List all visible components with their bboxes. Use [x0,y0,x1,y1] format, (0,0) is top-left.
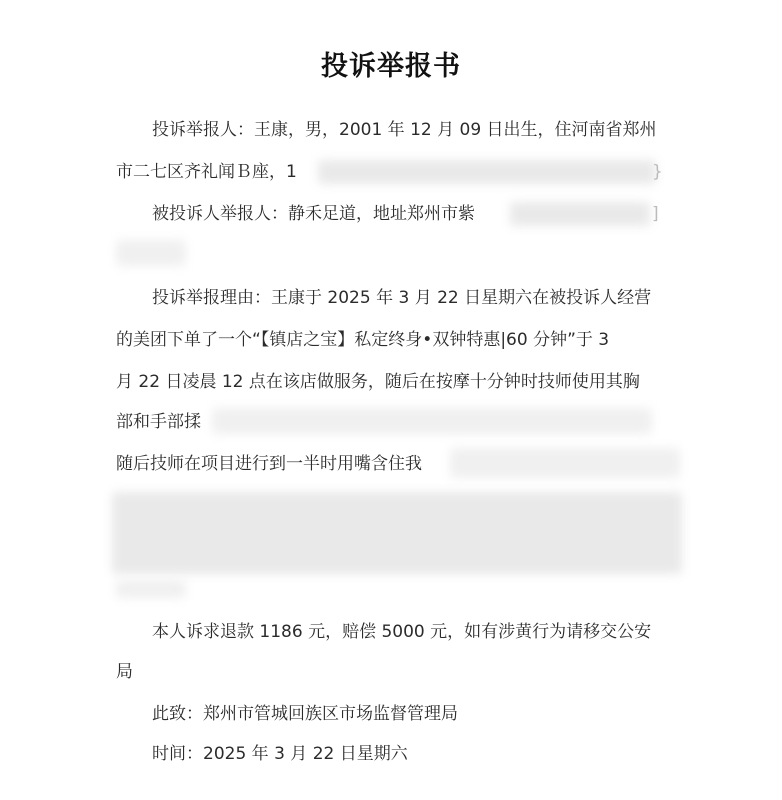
date-line: 时间：2025 年 3 月 22 日星期六 [152,744,408,764]
reason-line-5: 随后技师在项目进行到一半时用嘴含住我 [116,454,422,474]
complainant-line-2-tail: } [652,162,663,182]
document-title: 投诉举报书 [321,51,461,82]
addressee-line: 此致：郑州市管城回族区市场监督管理局 [152,704,458,724]
redacted-reason-block [112,492,682,574]
redacted-reason-block-end [116,580,186,598]
reason-line-3: 月 22 日凌晨 12 点在该店做服务，随后在按摩十分钟时技师使用其胸 [116,372,640,392]
redacted-reason-5 [450,448,680,478]
respondent-line-tail: ] [652,204,659,224]
reason-line-2: 的美团下单了一个“【镇店之宝】私定终身•双钟特惠|60 分钟”于 3 [116,330,610,350]
reason-line-4: 部和手部揉 [116,412,201,432]
respondent-line: 被投诉人举报人：静禾足道，地址郑州市紫 [152,204,475,224]
demand-line-1: 本人诉求退款 1186 元，赔偿 5000 元，如有涉黄行为请移交公安 [152,622,652,642]
complainant-line-2: 市二七区齐礼闻Ｂ座，1 [116,162,297,182]
complainant-line-1: 投诉举报人：王康，男，2001 年 12 月 09 日出生，住河南省郑州 [152,120,657,140]
redacted-respondent-address [510,202,650,226]
redacted-reason-4 [212,408,652,434]
redacted-respondent-address-cont [116,240,186,266]
demand-line-2: 局 [116,662,133,682]
reason-line-1: 投诉举报理由：王康于 2025 年 3 月 22 日星期六在被投诉人经营 [152,288,652,308]
redacted-address [318,160,656,184]
